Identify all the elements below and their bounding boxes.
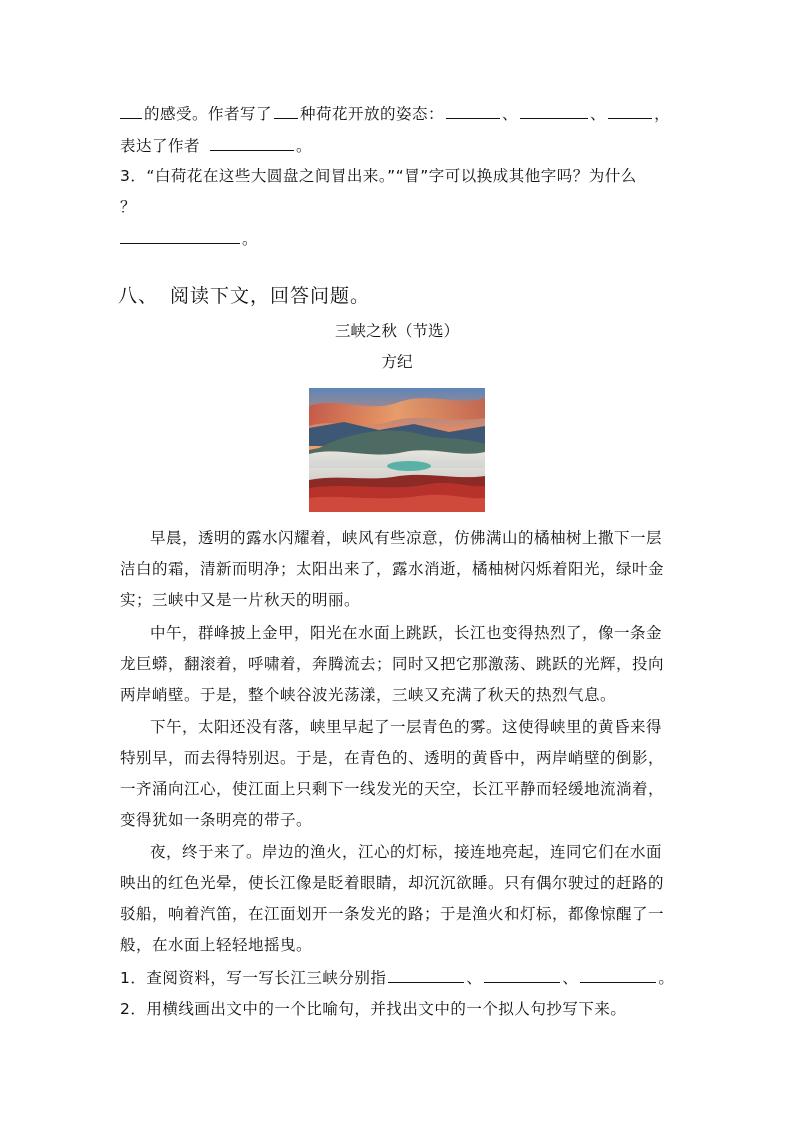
- section-instruction: 阅读下文，回答问题。: [170, 285, 371, 307]
- answer-blank[interactable]: [446, 104, 500, 119]
- passage-line: 驳船，响着汽笛，在江面划开一条发光的路；于是渔火和灯标，都像惊醒了一: [120, 905, 665, 923]
- mountain-sunset-photo: [309, 388, 485, 512]
- answer-blank[interactable]: [484, 968, 560, 983]
- punctuation: 。: [296, 137, 313, 155]
- passage-title: 三峡之秋（节选）: [334, 322, 459, 340]
- q7-line-2: [120, 136, 312, 156]
- q7-line-1: [120, 104, 670, 124]
- q7-text: 种荷花开放的姿态：: [300, 105, 445, 123]
- question-1: [120, 968, 674, 988]
- passage-line: 中午，群峰披上金甲，阳光在水面上跳跃，长江也变得热烈了，像一条金: [150, 624, 663, 642]
- answer-blank[interactable]: [520, 104, 588, 119]
- punctuation: 。: [242, 230, 259, 248]
- passage-author: 方纪: [381, 353, 413, 371]
- answer-blank[interactable]: [120, 104, 142, 119]
- q7-question-3-qmark: ？: [120, 198, 137, 216]
- section-heading: [118, 284, 370, 308]
- q7-question-3-answer: [120, 229, 258, 249]
- passage-line: 变得犹如一条明亮的带子。: [120, 811, 313, 829]
- punctuation: ，: [654, 105, 671, 123]
- section-number: 八、: [118, 285, 159, 307]
- separator: 、: [562, 969, 579, 987]
- question-1-text: 1．查阅资料，写一写长江三峡分别指: [120, 969, 387, 987]
- passage-line: 夜，终于来了。岸边的渔火，江心的灯标，接连地亮起，连同它们在水面: [150, 843, 663, 861]
- passage-line: 洁白的霜，清新而明净；太阳出来了，露水消逝，橘柚树闪烁着阳光，绿叶金: [120, 560, 665, 578]
- answer-blank[interactable]: [274, 104, 298, 119]
- separator: 、: [466, 969, 483, 987]
- question-2: 2．用横线画出文中的一个比喻句，并找出文中的一个拟人句抄写下来。: [120, 1000, 627, 1018]
- passage-line: 下午，太阳还没有落，峡里早起了一层青色的雾。这使得峡里的黄昏来得: [150, 718, 663, 736]
- passage-line: 早晨，透明的露水闪耀着，峡风有些凉意，仿佛满山的橘柚树上撒下一层: [150, 529, 663, 547]
- passage-line: 实；三峡中又是一片秋天的明丽。: [120, 591, 361, 609]
- passage-line: 龙巨蟒，翻滚着，呼啸着，奔腾流去；同时又把它那激荡、跳跃的光辉，投向: [120, 655, 665, 673]
- answer-blank[interactable]: [580, 968, 656, 983]
- q7-text: 的感受。作者写了: [144, 105, 273, 123]
- answer-blank[interactable]: [608, 104, 652, 119]
- separator: 、: [502, 105, 519, 123]
- passage-line: 一齐涌向江心，使江面上只剩下一线发光的天空，长江平静而轻缓地流淌着，: [120, 780, 665, 798]
- passage-line: 般，在水面上轻轻地摇曳。: [120, 936, 313, 954]
- q7-text: 表达了作者: [120, 137, 201, 155]
- passage-line: 特别早，而去得特别迟。于是，在青色的、透明的黄昏中，两岸峭壁的倒影，: [120, 749, 665, 767]
- q7-question-3: 3．“白荷花在这些大圆盘之间冒出来。”“冒”字可以换成其他字吗？为什么: [120, 167, 637, 185]
- passage-line: 映出的红色光晕，使长江像是眨着眼睛，却沉沉欲睡。只有偶尔驶过的赶路的: [120, 874, 665, 892]
- separator: 、: [590, 105, 607, 123]
- punctuation: 。: [658, 969, 675, 987]
- answer-blank[interactable]: [210, 136, 294, 151]
- passage-line: 两岸峭壁。于是，整个峡谷波光荡漾，三峡又充满了秋天的热烈气息。: [120, 686, 617, 704]
- answer-blank[interactable]: [388, 968, 464, 983]
- answer-blank[interactable]: [120, 229, 240, 244]
